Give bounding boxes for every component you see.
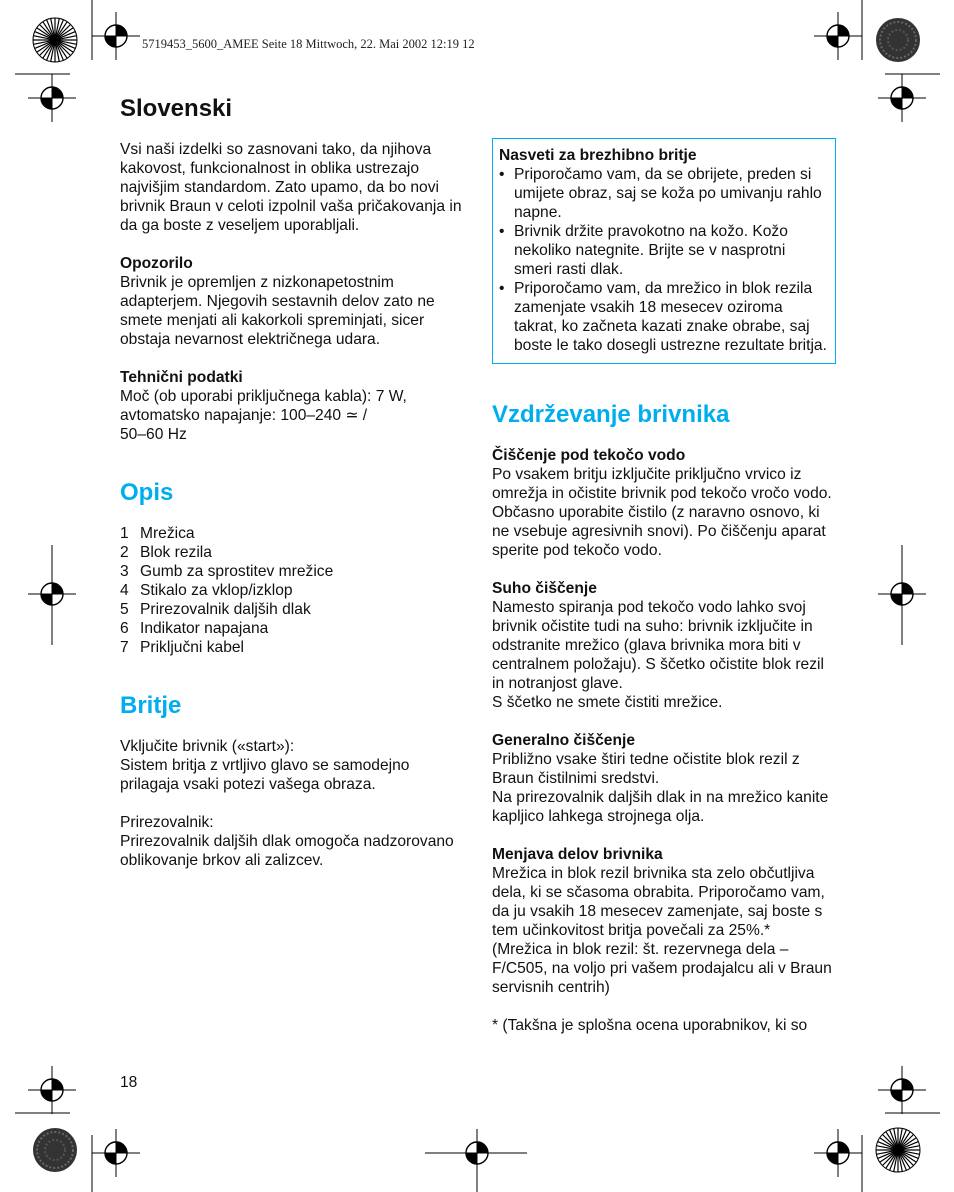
section-heading-care: Vzdrževanje brivnika	[492, 401, 730, 428]
part-number: 2	[120, 544, 129, 561]
general-text: Približno vsake štiri tedne očistite blok rezil z Braun čistilnimi sredstvi.	[492, 751, 800, 787]
dry-note: S ščetko ne smete čistiti mrežice.	[492, 694, 723, 711]
general-heading: Generalno čiščenje	[492, 732, 636, 749]
tech-line: 50–60 Hz	[120, 426, 187, 443]
part-number: 3	[120, 563, 129, 580]
tech-line: avtomatsko napajanje: 100–240 ≃ /	[120, 407, 368, 424]
list-item	[499, 279, 827, 355]
general-text: Na prirezovalnik daljših dlak in na mrežico kanite kapljico lahkega strojnega olja.	[492, 789, 829, 825]
section-heading-opis: Opis	[120, 479, 174, 506]
section-heading-britje: Britje	[120, 692, 182, 719]
list-item	[120, 524, 470, 543]
left-column	[120, 94, 470, 870]
part-label: Prirezovalnik daljših dlak	[140, 601, 311, 618]
part-number: 1	[120, 525, 129, 542]
intro-paragraph: Vsi naši izdelki so zasnovani tako, da njihova kakovost, funkcionalnost in oblika ustrezajo najvišjim standardom. Zato upamo, da bo novi brivnik Braun v celoti izpolnil vaša pričakovanja in da ga boste z veseljem uporabljali.	[120, 141, 462, 234]
britje-line: Vključite brivnik («start»):	[120, 738, 295, 755]
right-column	[492, 138, 836, 1035]
tips-heading: Nasveti za brezhibno britje	[499, 147, 697, 164]
list-item	[120, 619, 470, 638]
trimmer-line: Prirezovalnik:	[120, 814, 214, 831]
tech-line: Moč (ob uporabi priključnega kabla): 7 W,	[120, 388, 407, 405]
wet-heading: Čiščenje pod tekočo vodo	[492, 447, 686, 464]
bullet-icon: •	[499, 223, 505, 240]
page-number: 18	[120, 1074, 138, 1091]
part-number: 6	[120, 620, 129, 637]
part-label: Stikalo za vklop/izklop	[140, 582, 293, 599]
list-item	[120, 638, 470, 657]
parts-list	[120, 524, 470, 657]
list-item	[120, 543, 470, 562]
dry-text: Namesto spiranja pod tekočo vodo lahko svoj brivnik očistite tudi na suho: brivnik izključite in odstranite mrežico (glava brivnika mora biti v centralnem položaju). S ščetko očistite blok rezil in notranjost glave.	[492, 599, 824, 692]
part-label: Mrežica	[140, 525, 195, 542]
part-label: Indikator napajana	[140, 620, 269, 637]
bullet-icon: •	[499, 280, 505, 297]
dry-heading: Suho čiščenje	[492, 580, 597, 597]
tips-list	[499, 165, 827, 355]
footnote: * (Takšna je splošna ocena uporabnikov, ki so	[492, 1017, 808, 1034]
britje-text: Sistem britja z vrtljivo glavo se samodejno prilagaja vsaki potezi vašega obraza.	[120, 757, 410, 793]
print-header: 5719453_5600_AMEE Seite 18 Mittwoch, 22. Mai 2002 12:19 12	[142, 37, 475, 51]
list-item	[120, 600, 470, 619]
list-item	[499, 165, 827, 222]
part-number: 4	[120, 582, 129, 599]
tech-heading: Tehnični podatki	[120, 369, 243, 386]
warning-text: Brivnik je opremljen z nizkonapetostnim adapterjem. Njegovih sestavnih delov zato ne smete menjati ali kakorkoli spreminjati, sicer obstaja nevarnost električnega udara.	[120, 274, 435, 348]
list-item	[499, 222, 827, 279]
wet-text: Po vsakem britju izključite priključno vrvico iz omrežja in očistite brivnik pod tekočo vročo vodo. Občasno uporabite čistilo (z naravno osnovo, ki ne vsebuje agresivnih snovi). Po čiščenju aparat sperite pod tekočo vodo.	[492, 466, 832, 559]
list-item	[120, 562, 470, 581]
part-label: Blok rezila	[140, 544, 212, 561]
bullet-icon: •	[499, 166, 505, 183]
tips-box	[492, 138, 836, 364]
tip-text: Priporočamo vam, da mrežico in blok rezila zamenjate vsakih 18 mesecev oziroma takrat, ko začneta kazati znake obrabe, saj boste le tako dosegli ustrezne rezultate britja.	[514, 280, 827, 354]
part-label: Gumb za sprostitev mrežice	[140, 563, 334, 580]
trimmer-text: Prirezovalnik daljših dlak omogoča nadzorovano oblikovanje brkov ali zalizcev.	[120, 833, 454, 869]
replace-heading: Menjava delov brivnika	[492, 846, 663, 863]
warning-heading: Opozorilo	[120, 255, 193, 272]
page-title: Slovenski	[120, 95, 233, 122]
part-number: 5	[120, 601, 129, 618]
part-label: Priključni kabel	[140, 639, 245, 656]
list-item	[120, 581, 470, 600]
tip-text: Brivnik držite pravokotno na kožo. Kožo nekoliko nategnite. Brijte se v nasprotni smeri rasti dlak.	[514, 223, 788, 278]
replace-note: (Mrežica in blok rezil: št. rezervnega dela – F/C505, na voljo pri vašem prodajalcu ali v Braun servisnih centrih)	[492, 941, 832, 996]
part-number: 7	[120, 639, 129, 656]
replace-text: Mrežica in blok rezil brivnika sta zelo občutljiva dela, ki se sčasoma obrabita. Priporočamo vam, da ju vsakih 18 mesecev zamenjate, saj boste s tem učinkovitost britja povečali za 25%.*	[492, 865, 825, 939]
tip-text: Priporočamo vam, da se obrijete, preden si umijete obraz, saj se koža po umivanju rahlo napne.	[514, 166, 822, 221]
